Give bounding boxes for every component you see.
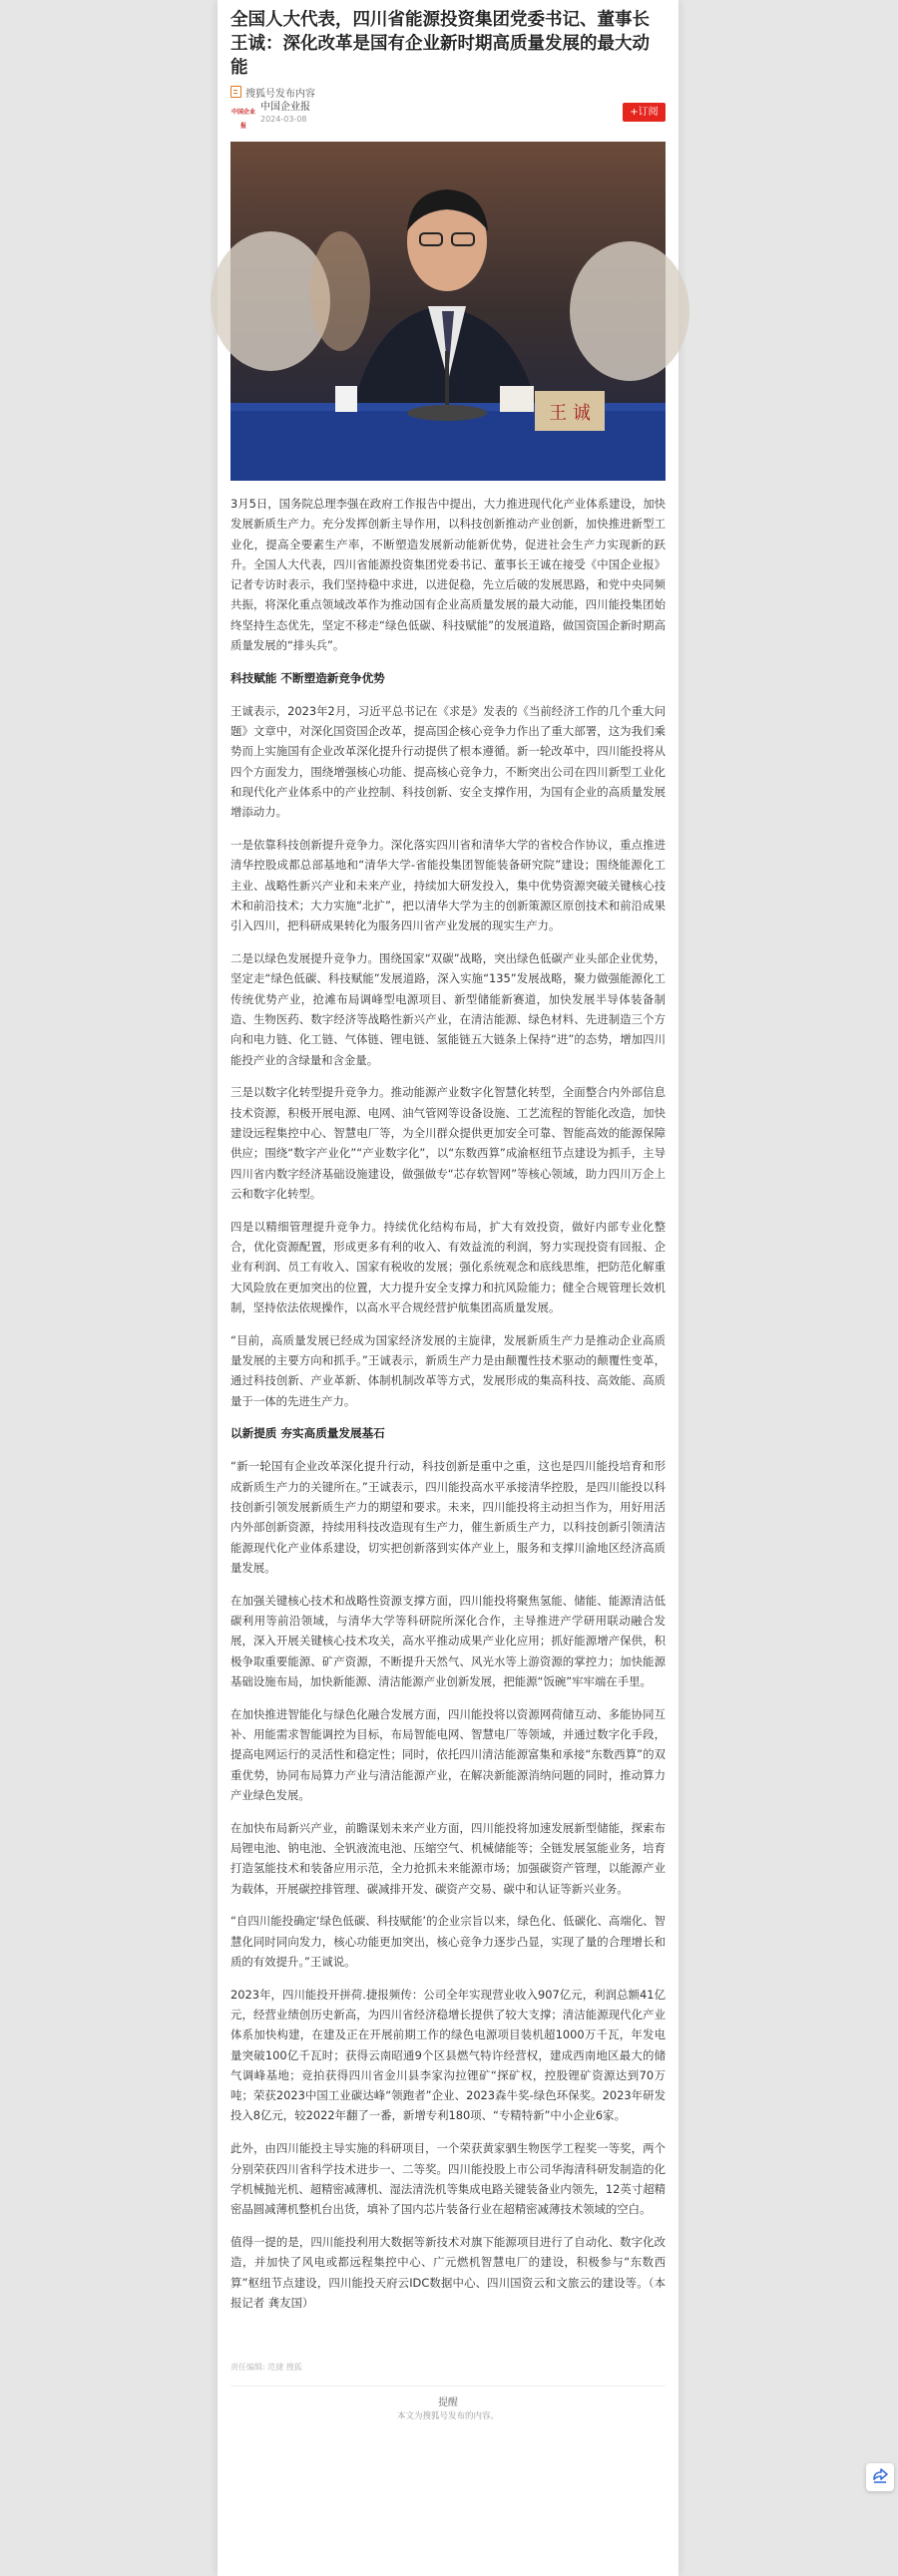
document-icon — [230, 86, 241, 98]
paragraph: “自四川能投确定‘绿色低碳、科技赋能’的企业宗旨以来，绿色化、低碳化、高端化、智慧化同时同向发力，核心功能更加突出，核心竞争力逐步凸显，实现了量的合理增长和质的有效提升。”王诚说。 — [230, 1914, 666, 1969]
paragraph: “新一轮国有企业改革深化提升行动，科技创新是重中之重，这也是四川能投培育和形成新质生产力的关键所在。”王诚表示，四川能投高水平承接清华控股，是四川能投以科技创新引领发展新质生产力的期望和要求。未来，四川能投将主动担当作为，用好用活内外部创新资源，持续用科技改造现有生产力，催生新质生产力，以科技创新引领清洁能源现代化产业体系建设，切实把创新落到实体产业上，服务和支撑川渝地区经济高质量发展。 — [230, 1459, 666, 1575]
portrait-illustration — [230, 142, 666, 481]
paragraph: 此外，由四川能投主导实施的科研项目，一个荣获黄家驷生物医学工程奖一等奖，两个分别荣获四川省科学技术进步一、二等奖。四川能投股上市公司华海清科研发制造的化学机械抛光机、超精密减薄机、湿法清洗机等集成电路关键装备业内领先，12英寸超精密晶圆减薄机整机台出货，填补了国内芯片装备行业在超精密减薄技术领域的空白。 — [230, 2141, 666, 2217]
paragraph: 一是依靠科技创新提升竞争力。深化落实四川省和清华大学的省校合作协议，重点推进清华控股成都总部基地和“清华大学-省能投集团智能装备研究院”建设；围绕能源化工主业、战略性新兴产业和未来产业，持续加大研发投入，集中优势资源突破关键核心技术和前沿技术；大力实施“北扩”，把以清华大学为主的创新策源区原创技术和前沿成果引入四川，把科研成果转化为服务四川省产业发展的现实生产力。 — [230, 838, 666, 933]
floating-share-button[interactable] — [866, 2463, 894, 2491]
paragraph: 3月5日，国务院总理李强在政府工作报告中提出，大力推进现代化产业体系建设，加快发展新质生产力。充分发挥创新主导作用，以科技创新推动产业创新，加快推进新型工业化，提高全要素生产率，不断塑造发展新动能新优势，促进社会生产力实现新的跃升。全国人大代表，四川省能源投资集团党委书记、董事长王诚在接受《中国企业报》记者专访时表示，我们坚持稳中求进，以进促稳，先立后破的发展思路，和党中央同频共振，将深化重点领域改革作为推动国有企业高质量发展的最大动能，四川能投集团始终坚持生态优先，坚定不移走“绿色低碳、科技赋能”的发展道路，做国资国企新时期高质量发展的“排头兵”。 — [230, 497, 666, 653]
paragraph: 三是以数字化转型提升竞争力。推动能源产业数字化智慧化转型，全面整合内外部信息技术资源，积极开展电源、电网、油气管网等设备设施、工艺流程的智能化改造，加快建设远程集控中心、智慧电厂等，为全川群众提供更加安全可靠、智能高效的能源保障供应；围绕“数字产业化”“产业数字化”，以“东数西算”成渝枢纽节点建设为抓手，主导四川省内数字经济基础设施建设，做强做专“芯存软智网”等核心领域，助力四川万企上云和数字化转型。 — [230, 1085, 666, 1201]
paragraph: 在加强关键核心技术和战略性资源支撑方面，四川能投将聚焦氢能、储能、能源清洁低碳利用等前沿领域，与清华大学等科研院所深化合作，主导推进产学研用联动融合发展，深入开展关键核心技术攻关，高水平推动成果产业化应用；抓好能源增产保供，积极争取重要能源、矿产资源，不断提升天然气、风光水等上游资源的掌控力；加快能源基础设施布局，加快新能源、清洁能源产业创新发展，把能源“饭碗”牢牢端在手里。 — [230, 1593, 666, 1688]
share-icon — [866, 2463, 894, 2491]
author-row — [230, 100, 666, 130]
article-page — [218, 0, 678, 2576]
article-body — [230, 494, 666, 2326]
source-note-text: 搜狐号发布内容 — [245, 88, 315, 100]
paragraph: 二是以绿色发展提升竞争力。围绕国家“双碳”战略，突出绿色低碳产业头部企业优势，坚定走“绿色低碳、科技赋能”发展道路，深入实施“135”发展战略，聚力做强能源化工传统优势产业，抢滩布局调峰型电源项目、新型储能新赛道，加快发展半导体装备制造、生物医药、数字经济等战略性新兴产业，在清洁能源、绿色材料、先进制造三个方向和电力链、化工链、气体链、锂电链、氢能链五大链条上保持“进”的态势，增加四川能投产业的含绿量和含金量。 — [230, 951, 666, 1067]
paragraph: “目前，高质量发展已经成为国家经济发展的主旋律，发展新质生产力是推动企业高质量发展的主要方向和抓手。”王诚表示，新质生产力是由颠覆性技术驱动的颠覆性变革，通过科技创新、产业革新、体制机制改革等方式，发展形成的集高科技、高效能、高质量于一体的先进生产力。 — [230, 1332, 666, 1408]
paragraph: 在加快推进智能化与绿色化融合发展方面，四川能投将以资源网荷储互动、多能协同互补、用能需求智能调控为目标，布局智能电网、智慧电厂等领域，并通过数字化手段，提高电网运行的灵活性和稳定性；同时，依托四川清洁能源富集和承接“东数西算”的双重优势，协同布局算力产业与清洁能源产业，在解决新能源消纳问题的同时，推动算力产业绿色发展。 — [230, 1706, 666, 1802]
author-name[interactable]: 中国企业报 — [260, 101, 310, 113]
paragraph: 四是以精细管理提升竞争力。持续优化结构布局，扩大有效投资，做好内部专业化整合，优化资源配置，形成更多有利的收入、有效益流的利润，努力实现投资有回报、企业有利润、员工有收入、国家有税收的发展；强化系统观念和底线思维，把防范化解重大风险放在更加突出的位置，大力提升安全支撑力和抗风险能力；健全合规管理长效机制，坚持依法依规操作，以高水平合规经营护航集团高质量发展。 — [230, 1219, 666, 1314]
paragraph: 在加快布局新兴产业，前瞻谋划未来产业方面，四川能投将加速发展新型储能，探索布局锂电池、钠电池、全钒液流电池、压缩空气、机械储能等；全链发展氢能业务，培育打造氢能技术和装备应用示范，全力抢抓未来能源市场；加强碳资产管理，以能源产业为载体，开展碳控排管理、碳减排开发、碳资产交易、碳中和认证等新兴业务。 — [230, 1820, 666, 1896]
source-note — [230, 84, 666, 100]
notice-title: 提醒 — [438, 2397, 458, 2408]
divider — [230, 2386, 666, 2387]
publish-date: 2024-03-08 — [260, 114, 307, 124]
paragraph: 2023年，四川能投开拼荷.捷报频传：公司全年实现营业收入907亿元，利润总额41亿元，经营业绩创历史新高，为四川省经济稳增长提供了较大支撑；清洁能源现代化产业体系加快构建，在建及正在开展前期工作的绿色电源项目装机超1000万千瓦，年发电量突破100亿千瓦时；获得云南昭通9个区县燃气特许经营权，建成西南地区最大的储气调峰基地；竞拍获得四川省金川县李家沟拉锂矿“探矿权，控股锂矿资源达到70万吨；荣获2023中国工业碳达峰“领跑者”企业、2023森牛奖-绿色环保奖。2023年研发投入8亿元，较2022年翻了一番，新增专利180项、“专精特新”中小企业6家。 — [230, 1987, 666, 2123]
nameplate-text: 王 诚 — [549, 403, 591, 424]
subscribe-button[interactable]: +订阅 — [623, 103, 666, 122]
article-photo — [230, 142, 666, 481]
notice-text: 本文为搜狐号发布的内容。 — [396, 2411, 499, 2421]
paragraph: 王诚表示，2023年2月，习近平总书记在《求是》发表的《当前经济工作的几个重大问题》文章中，对深化国资国企改革，提高国企核心竞争力作出了重大部署，这为我们乘势而上实施国有企业改革深化提升行动提供了根本遵循。新一轮改革中，四川能投将从四个方面发力，围绕增强核心功能、提高核心竞争力，不断突出公司在四川新型工业化和现代化产业体系中的产业控制、科技创新、安全支撑作用，为国有企业的高质量发展增添动力。 — [230, 703, 666, 820]
paragraph: 值得一提的是，四川能投利用大数据等新技术对旗下能源项目进行了自动化、数字化改造，并加快了风电或都远程集控中心、广元燃机智慧电厂的建设，积极参与“东数西算”枢纽节点建设，四川能投天府云IDC数据中心、四川国资云和文旅云的建设等。（本报记者 龚友国） — [230, 2234, 666, 2310]
article-title: 全国人大代表，四川省能源投资集团党委书记、董事长王诚：深化改革是国有企业新时期高质量发展的最大动能 — [230, 10, 650, 78]
section-heading: 科技赋能 不断塑造新竞争优势 — [230, 670, 385, 685]
editor-note: 责任编辑: 范捷 搜狐 — [230, 2363, 302, 2372]
section-heading: 以新提质 夯实高质量发展基石 — [230, 1426, 385, 1441]
publisher-logo[interactable]: 中国企业报 — [230, 109, 255, 130]
